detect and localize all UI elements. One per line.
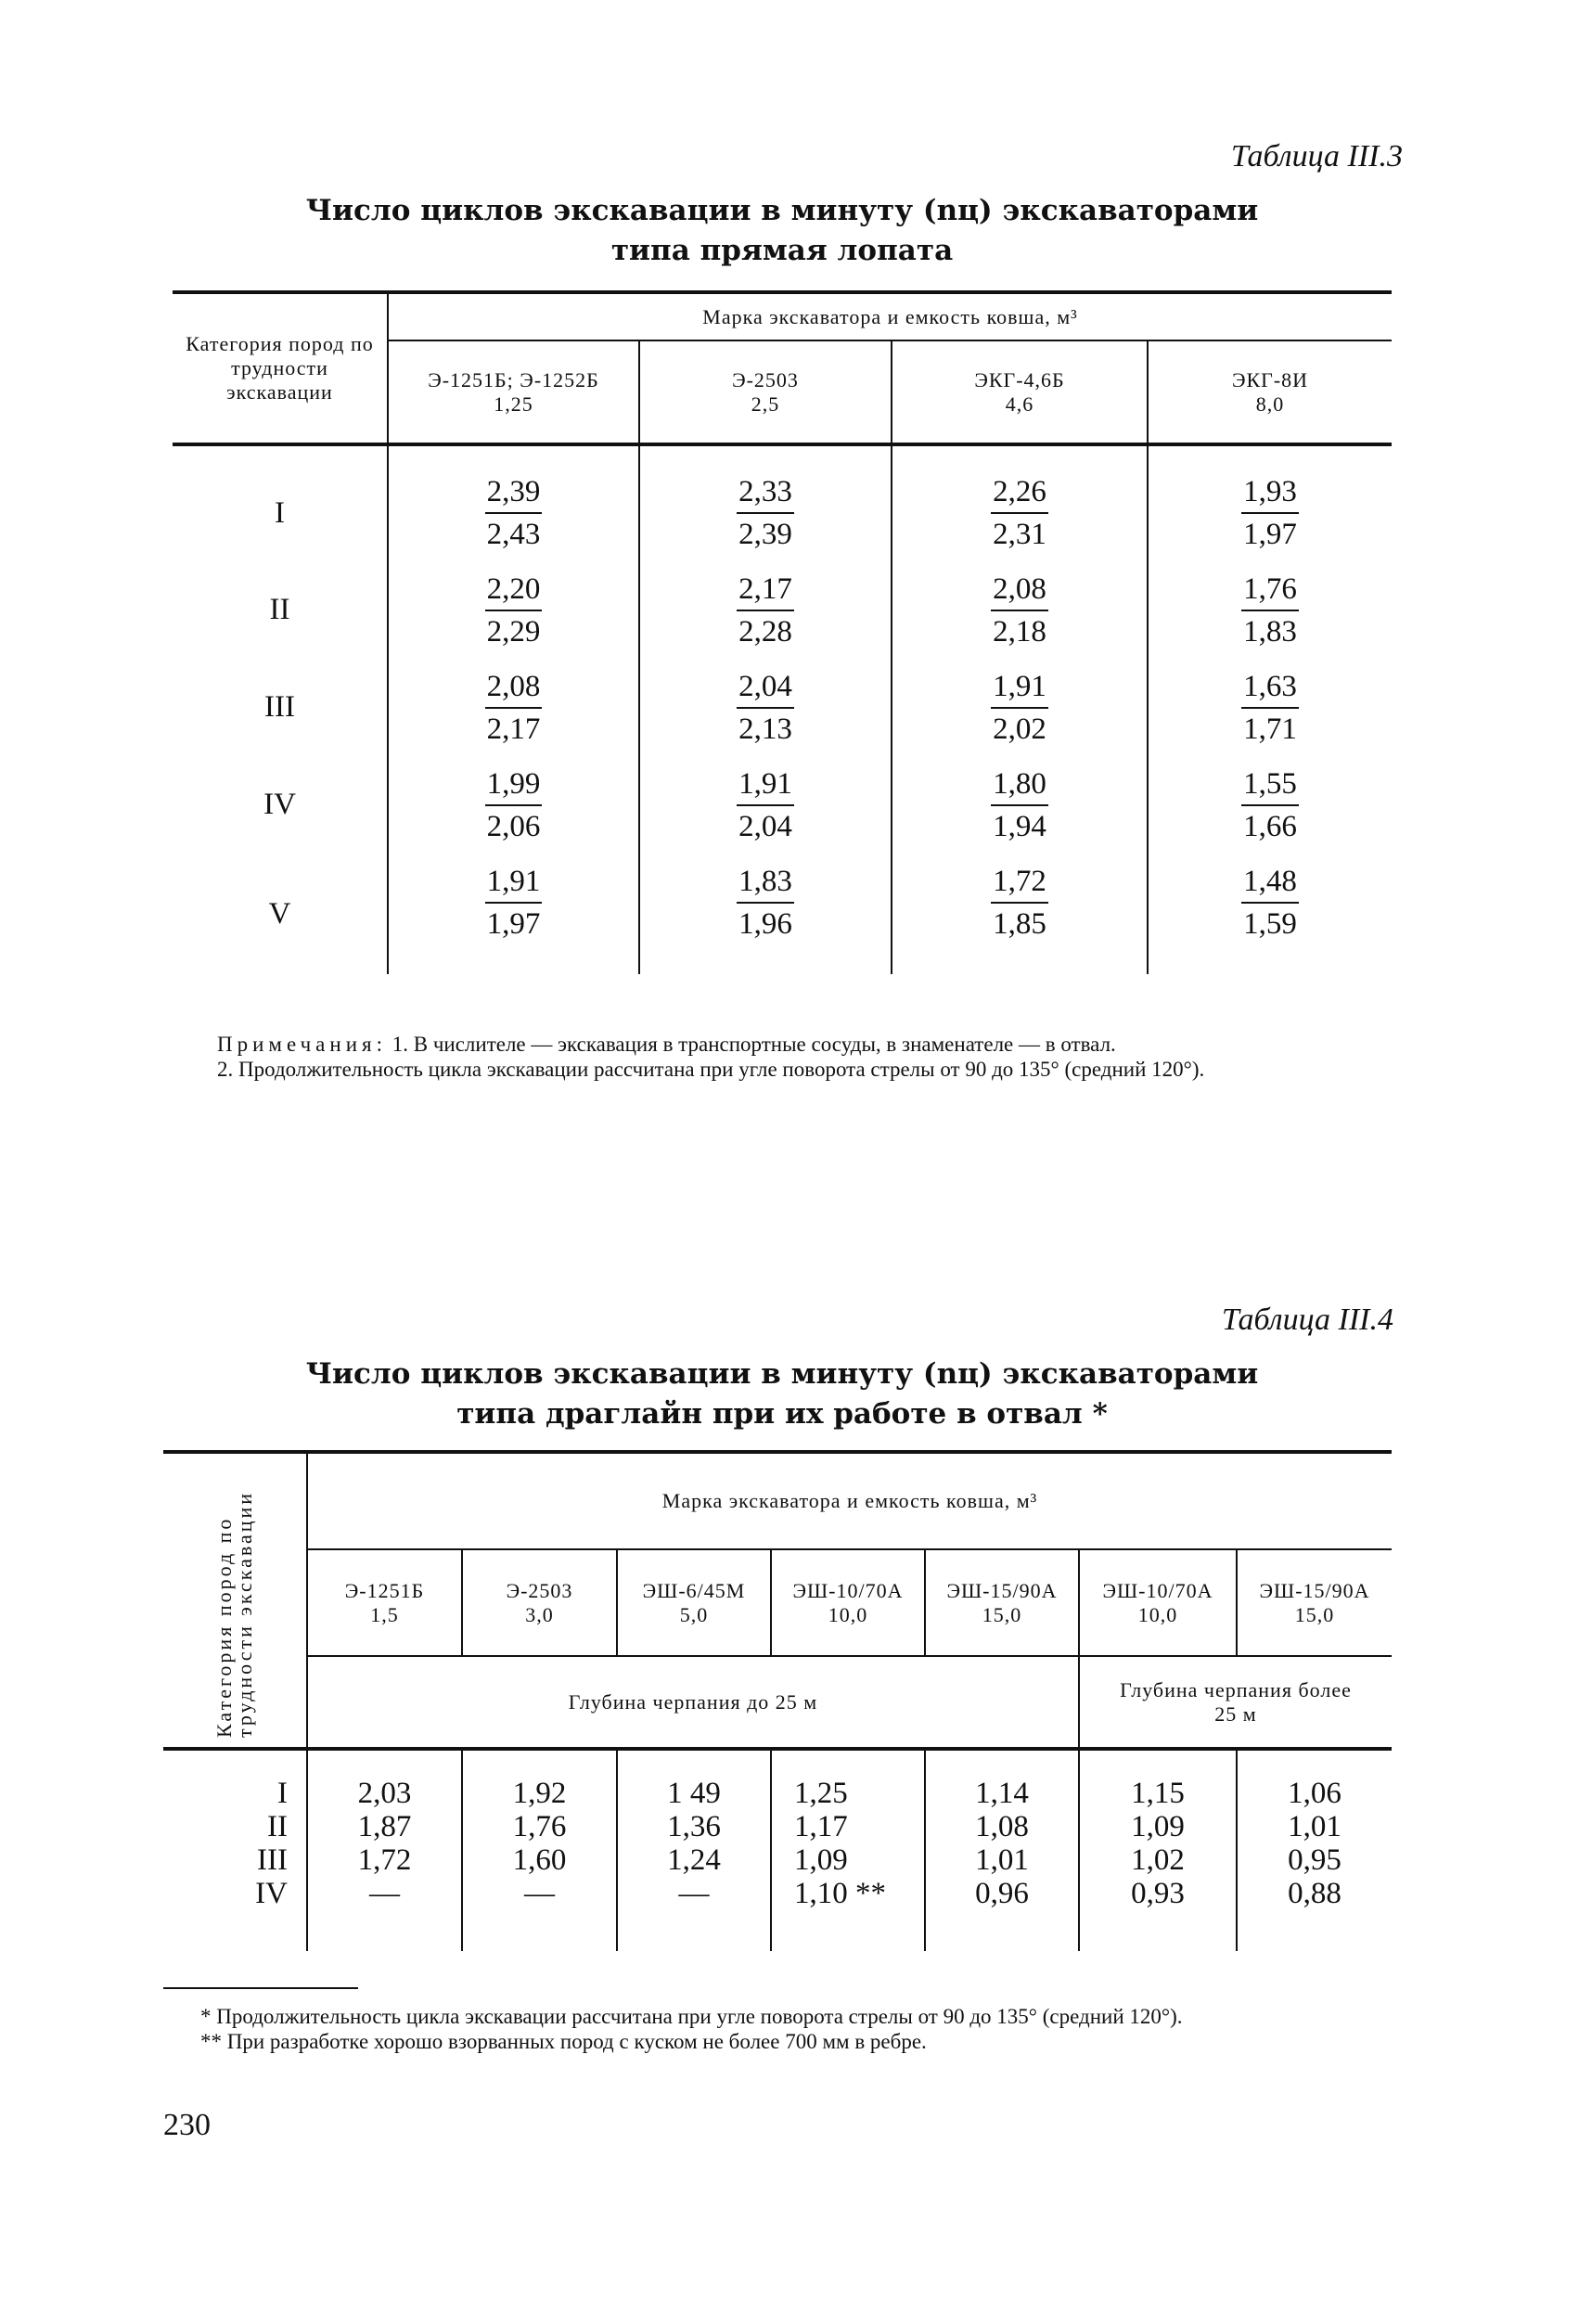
row-header: Категория пород по трудности экскавации (212, 1490, 256, 1738)
page-number: 230 (163, 2108, 211, 2142)
category-column (163, 1749, 307, 1951)
value-cell: 1,14 (975, 1777, 1029, 1810)
numerator-transport: 1,99 (485, 764, 543, 806)
denominator-dump: 1,59 (1243, 907, 1297, 941)
column-header (892, 340, 1148, 444)
value-cell: 1,72 (357, 1843, 412, 1877)
fraction (1241, 471, 1299, 555)
table-label: Таблица III.4 (1221, 1303, 1393, 1337)
excavator-model: Э-2503 (732, 367, 799, 392)
value-column (617, 1749, 771, 1951)
denominator-dump: 1,85 (993, 907, 1046, 941)
value-column (1079, 1749, 1237, 1951)
fraction (737, 861, 794, 944)
footnote-divider (163, 1987, 358, 1989)
row-header: Категория пород по трудности экскавации (173, 292, 388, 444)
numerator-transport: 1,91 (485, 861, 543, 904)
numerator-transport: 2,17 (737, 569, 794, 611)
value-cell (639, 561, 892, 659)
denominator-dump: 1,97 (486, 907, 541, 941)
title-line: Число циклов экскавации в минуту (nц) экскаваторами (305, 194, 1259, 227)
note: 1. В числителе — экскавация в транспортные сосуды, в знаменателе — в отвал. (392, 1033, 1116, 1056)
column-header (617, 1549, 771, 1656)
numerator-transport: 2,39 (485, 471, 543, 514)
value-cell (1148, 444, 1392, 561)
value-column (307, 1749, 462, 1951)
denominator-dump: 2,18 (993, 614, 1046, 648)
bucket-capacity: 2,5 (751, 392, 780, 416)
table-row (173, 756, 1392, 854)
row-header-cell (163, 1452, 307, 1749)
category-label: IV (255, 1877, 288, 1910)
notes-label: Примечания: (217, 1033, 387, 1056)
value-cell: 1,01 (975, 1843, 1029, 1877)
depth-header-deep: Глубина черпания более 25 м (1079, 1656, 1392, 1749)
column-header (771, 1549, 925, 1656)
column-header (307, 1549, 462, 1656)
value-column (1237, 1749, 1392, 1951)
excavator-model: ЭКГ-8И (1231, 367, 1309, 392)
title-line: Число циклов экскавации в минуту (nц) экскаваторами (305, 1357, 1259, 1391)
denominator-dump: 2,29 (486, 614, 541, 648)
value-cell: 1,60 (512, 1843, 567, 1877)
value-cell (639, 444, 892, 561)
value-cell: 1,76 (512, 1810, 567, 1843)
value-cell: 1,09 (794, 1843, 848, 1877)
fraction (1241, 861, 1299, 944)
value-cell (892, 854, 1148, 974)
value-cell (639, 756, 892, 854)
category-cell: V (173, 854, 388, 974)
fraction (991, 764, 1048, 847)
fraction (1241, 764, 1299, 847)
column-header (925, 1549, 1079, 1656)
numerator-transport: 2,33 (737, 471, 794, 514)
value-cell: 0,88 (1288, 1877, 1342, 1910)
denominator-dump: 1,66 (1243, 809, 1297, 843)
numerator-transport: 1,91 (991, 666, 1048, 709)
denominator-dump: 1,71 (1243, 712, 1297, 746)
category-label: III (257, 1843, 288, 1877)
value-column (462, 1749, 617, 1951)
table-label: Таблица III.3 (1230, 139, 1403, 173)
fraction (485, 764, 543, 847)
value-cell (639, 659, 892, 756)
denominator-dump: 1,83 (1243, 614, 1297, 648)
value-cell (1148, 659, 1392, 756)
title-line: типа прямая лопата (610, 234, 954, 267)
fraction (737, 569, 794, 652)
value-cell: 1,10 ** (794, 1877, 886, 1910)
fraction (1241, 569, 1299, 652)
fraction (737, 764, 794, 847)
numerator-transport: 2,26 (991, 471, 1048, 514)
group-header: Марка экскаватора и емкость ковша, м³ (307, 1452, 1392, 1549)
value-cell: — (524, 1877, 555, 1910)
footnotes (163, 2004, 1397, 2054)
value-cell: 1,92 (512, 1777, 567, 1810)
fraction (737, 471, 794, 555)
numerator-transport: 2,04 (737, 666, 794, 709)
table-iii-4 (163, 1450, 1392, 1951)
table-title (173, 191, 1392, 271)
value-cell: 1,01 (1288, 1810, 1342, 1843)
value-cell (388, 756, 639, 854)
numerator-transport: 1,76 (1241, 569, 1299, 611)
column-header (1148, 340, 1392, 444)
column-header (639, 340, 892, 444)
bucket-capacity: 3,0 (525, 1602, 554, 1626)
table-iii-3 (173, 290, 1392, 974)
bucket-capacity: 15,0 (1294, 1602, 1335, 1626)
denominator-dump: 2,39 (738, 518, 792, 551)
excavator-model: ЭШ-15/90А (1259, 1578, 1370, 1602)
bucket-capacity: 1,5 (370, 1602, 399, 1626)
value-cell (1148, 756, 1392, 854)
value-cell (892, 659, 1148, 756)
denominator-dump: 2,06 (486, 809, 541, 843)
denominator-dump: 2,28 (738, 614, 792, 648)
denominator-dump: 2,04 (738, 809, 792, 843)
table-row (173, 854, 1392, 974)
fraction (991, 861, 1048, 944)
bucket-capacity: 10,0 (1137, 1602, 1178, 1626)
fraction (991, 471, 1048, 555)
fraction (991, 569, 1048, 652)
value-cell: 1,87 (357, 1810, 412, 1843)
numerator-transport: 2,08 (485, 666, 543, 709)
note: 2. Продолжительность цикла экскавации рассчитана при угле поворота стрелы от 90 до 135° (средний 120°). (217, 1058, 1205, 1081)
excavator-model: ЭШ-10/70А (792, 1578, 904, 1602)
value-cell: — (678, 1877, 710, 1910)
denominator-dump: 1,94 (993, 809, 1046, 843)
value-cell (892, 756, 1148, 854)
numerator-transport: 1,48 (1241, 861, 1299, 904)
excavator-model: Э-1251Б (344, 1578, 425, 1602)
numerator-transport: 2,08 (991, 569, 1048, 611)
bucket-capacity: 4,6 (1005, 392, 1034, 416)
fraction (485, 666, 543, 750)
value-column (771, 1749, 925, 1951)
category-label: II (267, 1810, 288, 1843)
bucket-capacity: 1,25 (494, 392, 533, 416)
denominator-dump: 1,97 (1243, 518, 1297, 551)
fraction (485, 861, 543, 944)
column-header (388, 340, 639, 444)
excavator-model: ЭКГ-4,6Б (974, 367, 1065, 392)
footnote: ** При разработке хорошо взорванных пород с куском не более 700 мм в ребре. (200, 2030, 927, 2053)
numerator-transport: 2,20 (485, 569, 543, 611)
fraction (737, 666, 794, 750)
category-label: I (277, 1777, 288, 1810)
denominator-dump: 2,31 (993, 518, 1046, 551)
excavator-model: Э-2503 (506, 1578, 573, 1602)
value-cell: 1,36 (667, 1810, 721, 1843)
value-cell: 2,03 (357, 1777, 412, 1810)
value-cell: 0,95 (1288, 1843, 1342, 1877)
excavator-model: ЭШ-10/70А (1102, 1578, 1213, 1602)
column-header (1237, 1549, 1392, 1656)
category-cell: I (173, 444, 388, 561)
column-header (1079, 1549, 1237, 1656)
numerator-transport: 1,63 (1241, 666, 1299, 709)
notes (163, 1032, 1397, 1082)
footnote: * Продолжительность цикла экскавации рассчитана при угле поворота стрелы от 90 до 135° (средний 120°). (200, 2005, 1183, 2028)
value-column (925, 1749, 1079, 1951)
value-cell (388, 561, 639, 659)
excavator-model: Э-1251Б; Э-1252Б (428, 367, 599, 392)
value-cell (1148, 854, 1392, 974)
value-cell: 1,17 (794, 1810, 848, 1843)
title-line: типа драглайн при их работе в отвал * (456, 1397, 1108, 1431)
table-title (173, 1355, 1392, 1434)
table-row (173, 561, 1392, 659)
numerator-transport: 1,72 (991, 861, 1048, 904)
table-row (173, 659, 1392, 756)
bucket-capacity: 10,0 (828, 1602, 868, 1626)
value-cell: — (369, 1877, 400, 1910)
numerator-transport: 1,91 (737, 764, 794, 806)
bucket-capacity: 8,0 (1255, 392, 1285, 416)
group-header: Марка экскаватора и емкость ковша, м³ (388, 292, 1392, 340)
value-cell (639, 854, 892, 974)
depth-header-shallow: Глубина черпания до 25 м (307, 1656, 1079, 1749)
numerator-transport: 1,93 (1241, 471, 1299, 514)
numerator-transport: 1,80 (991, 764, 1048, 806)
excavator-model: ЭШ-6/45М (642, 1578, 746, 1602)
value-cell: 1 49 (667, 1777, 721, 1810)
column-header (462, 1549, 617, 1656)
fraction (485, 569, 543, 652)
value-cell (892, 444, 1148, 561)
value-cell (388, 444, 639, 561)
value-cell: 1,25 (794, 1777, 848, 1810)
fraction (1241, 666, 1299, 750)
denominator-dump: 2,43 (486, 518, 541, 551)
value-cell: 1,09 (1131, 1810, 1185, 1843)
denominator-dump: 2,02 (993, 712, 1046, 746)
denominator-dump: 2,17 (486, 712, 541, 746)
denominator-dump: 2,13 (738, 712, 792, 746)
category-cell: IV (173, 756, 388, 854)
value-cell: 1,15 (1131, 1777, 1185, 1810)
value-cell: 1,08 (975, 1810, 1029, 1843)
bucket-capacity: 15,0 (982, 1602, 1022, 1626)
value-cell: 1,02 (1131, 1843, 1185, 1877)
value-cell (892, 561, 1148, 659)
value-cell: 0,96 (975, 1877, 1029, 1910)
numerator-transport: 1,55 (1241, 764, 1299, 806)
category-cell: II (173, 561, 388, 659)
value-cell: 1,06 (1288, 1777, 1342, 1810)
excavator-model: ЭШ-15/90А (946, 1578, 1058, 1602)
value-cell: 0,93 (1131, 1877, 1185, 1910)
value-cell (388, 659, 639, 756)
value-cell (1148, 561, 1392, 659)
fraction (991, 666, 1048, 750)
fraction (485, 471, 543, 555)
table-row (173, 444, 1392, 561)
bucket-capacity: 5,0 (679, 1602, 709, 1626)
denominator-dump: 1,96 (738, 907, 792, 941)
numerator-transport: 1,83 (737, 861, 794, 904)
category-cell: III (173, 659, 388, 756)
value-cell: 1,24 (667, 1843, 721, 1877)
value-cell (388, 854, 639, 974)
